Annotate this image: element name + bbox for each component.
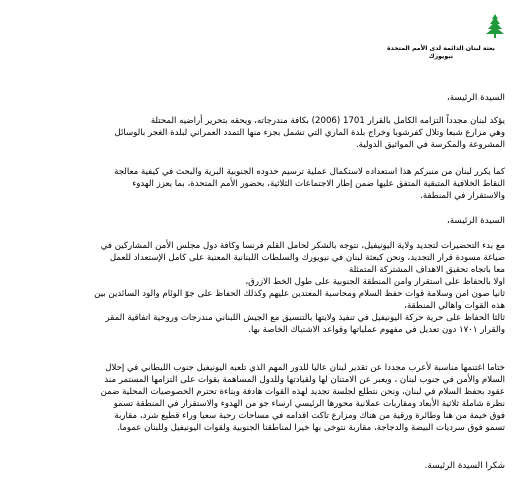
paragraph-3 <box>15 240 505 336</box>
mission-name: بعثة لبنان الدائمة لدى الأمم المتحدة <box>387 45 495 52</box>
paragraph-line: المشروعة والمكرسة في المواثيق الدولية. <box>355 140 505 150</box>
paragraph-line: النقاط الخلافية المتبقية المتفق عليها ضمن إطار الاجتماعات الثلاثية، بحضور الأمم المتحدة، بما يعزز الهدوء <box>132 179 505 189</box>
salutation-2: السيدة الرئيسة، <box>446 216 505 226</box>
mission-city: نيويورك <box>428 53 454 60</box>
paragraph-1 <box>15 115 505 151</box>
paragraph-2 <box>15 166 505 202</box>
paragraph-4 <box>15 362 505 434</box>
paragraph-line: وهي مزارع شبعا وتلال كفرشوبا وخراج بلدة الماري التي تشمل بجزء منها التمدد العمراني لبلدة الغجر بالوسائل <box>114 128 505 138</box>
salutation-1: السيدة الرئيسة، <box>446 93 505 103</box>
paragraph-line: ثانيا صون امن وسلامة قوات حفظ السلام ومحاسبة المعتدين عليهم وكذلك الحفاظ على جوّ الوئام والود السائدين بين <box>94 289 505 299</box>
closing-line: شكرا السيدة الرئيسة. <box>424 461 505 471</box>
paragraph-line: اولا بالحفاظ على استقرار وامن المنطقة الجنوبية على طول الخط الازرق، <box>245 277 505 287</box>
mission-header <box>371 45 511 61</box>
paragraph-line: فوق خيمة من هنا وطائرة ورقية من هناك ومزارع تاكت اقدامه في مساحات رحبة سعيا وراء قطيع شرد، مقاربة <box>114 411 505 421</box>
paragraph-line: والقرار ١٧٠١ دون تعديل في مفهوم عملياتها وقواعد الاشتباك الخاصة بها. <box>248 325 505 335</box>
paragraph-line: عقود بحفظ السلام في لبنان، ونحن نتطلع لجلسة تجديد لهذه القوات هادفة وبناءة تحترم الخصوصيات المحلية ضمن <box>100 387 505 397</box>
paragraph-line: السلام والأمن في جنوب لبنان ، ويعبر عن الامتنان لها ولقيادتها وللدول المساهمة بقوات على التزامها المستمر منذ <box>104 375 505 385</box>
paragraph-line: كما يكرر لبنان من منبركم هذا استعداده لاستكمال عملية ترسيم حدوده الجنوبية البرية والبحث في كيفية معالجة <box>114 167 505 177</box>
paragraph-line: نظرة شاملة ثلاثية الأبعاد ومقاربات عملانية محورها الرئيسي ارساء جو من الهدوء والاستقرار في المنطقة تسمو <box>113 399 505 409</box>
paragraph-line: يؤكد لبنان مجدداً التزامه الكامل بالقرار 1701 (2006) بكافة مندرجاته، ويحقه بتحرير أراضيه المحتلة <box>150 116 505 126</box>
paragraph-line: ختاما اغتنمها مناسبة لأعرب مجددا عن تقدير لبنان عاليا للدور المهم الذي تلعبه اليونيفيل جنوب الليطاني في إحلال <box>105 363 505 373</box>
paragraph-line: مع بدء التحضيرات لتجديد ولاية اليونيفيل، نتوجه بالشكر لحامل القلم فرنسا وكافة دول مجلس الأمن المشاركين في <box>100 241 505 251</box>
paragraph-line: ثالثا الحفاظ على حرية حركة اليونيفيل في تنفيذ ولايتها بالتنسيق مع الجيش اللبناني مندرجات وروحية اتفاقية المقر <box>105 313 505 323</box>
cedar-logo-icon <box>484 13 506 39</box>
paragraph-line: هذه القوات واهالي المنطقة، <box>404 301 505 311</box>
paragraph-line: صياغة مسودة قرار التجديد، ونحن كبعثة لبنان في نيويورك والسلطات اللبنانية المعنية على كامل الإستعداد للعمل <box>109 253 505 263</box>
paragraph-line: تسمو فوق سرديات البيضة والدجاجة، مقاربة نتوخى بها خيرا لمناطقنا الجنوبية ولقوات اليونيفيل وللبنان عموما. <box>116 423 505 433</box>
paragraph-line: والاستقرار في المنطقة. <box>420 191 505 201</box>
paragraph-line: معا باتجاه تحقيق الاهداف المشتركة المتمثلة <box>348 265 505 275</box>
